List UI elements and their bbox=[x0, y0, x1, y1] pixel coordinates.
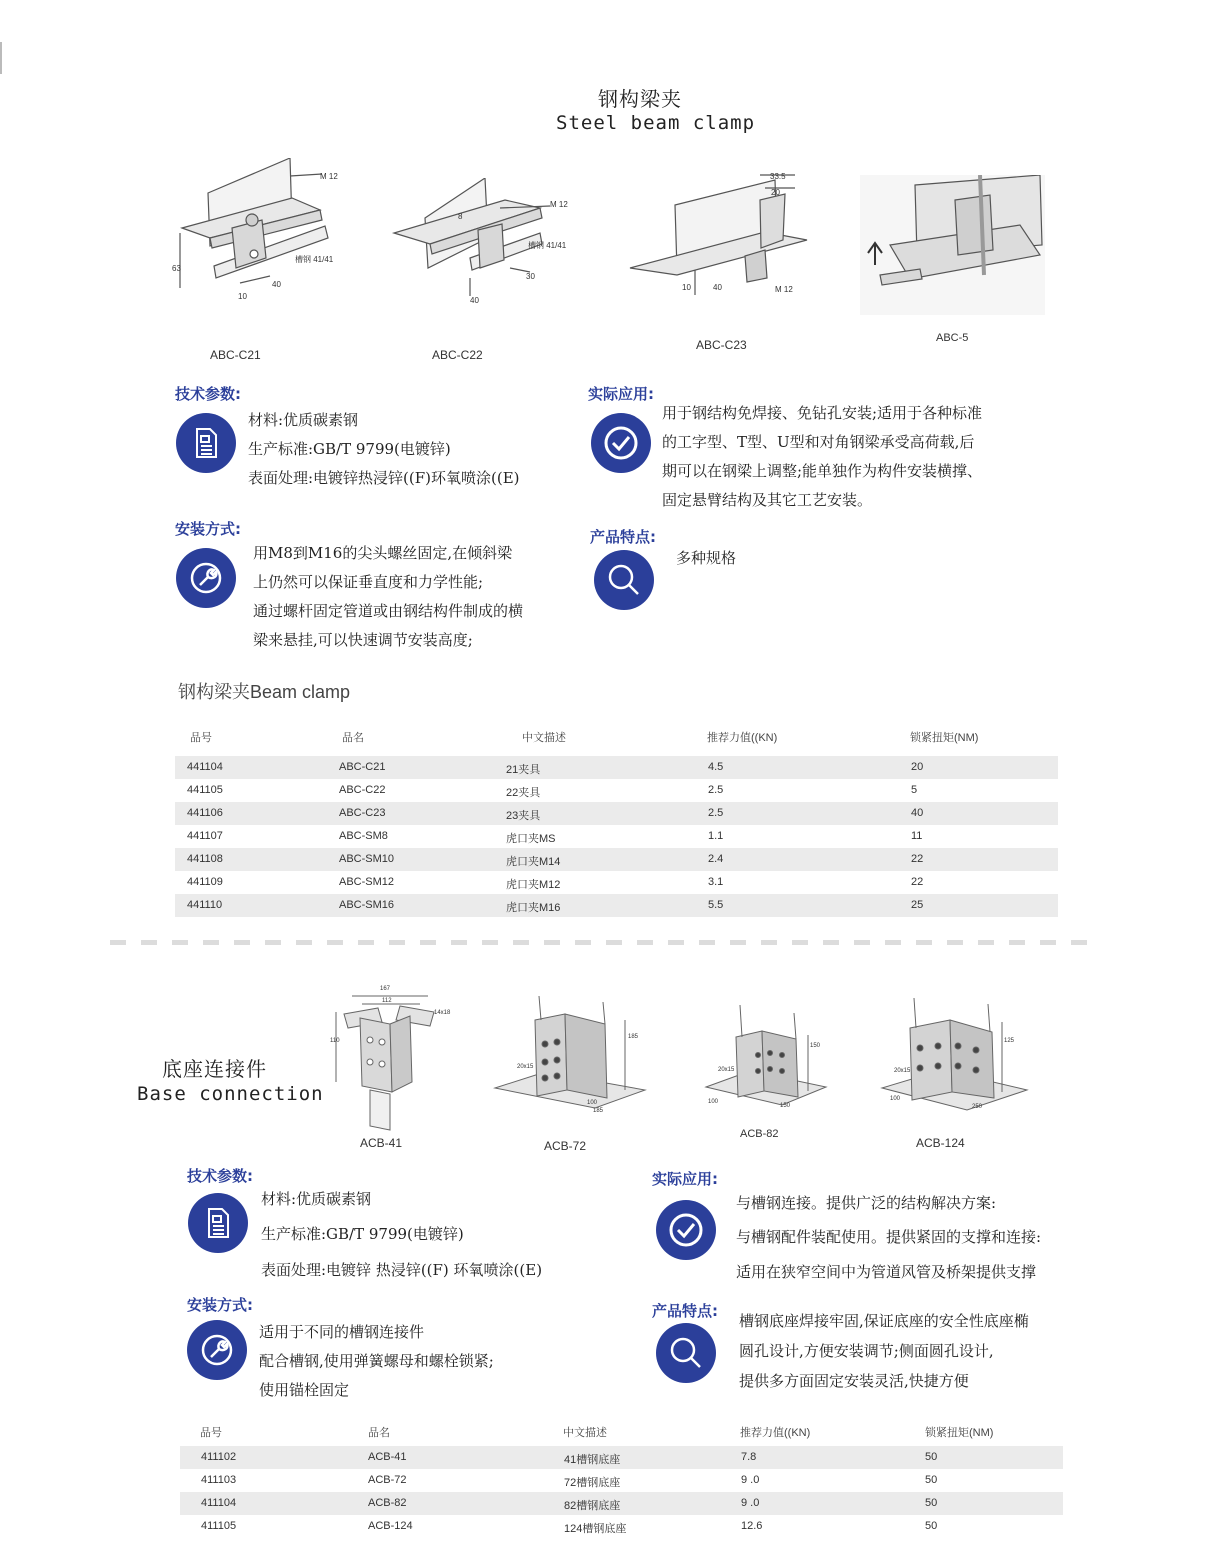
beam-col-header-name: 品名 bbox=[342, 732, 364, 744]
table-cell: 虎口夹MS bbox=[506, 833, 556, 845]
figure-label-abc-c21: ABC-C21 bbox=[210, 348, 261, 362]
table-cell: 124槽钢底座 bbox=[564, 1523, 627, 1535]
table-cell: ABC-C23 bbox=[339, 807, 386, 819]
divider-dash bbox=[110, 940, 126, 945]
table-cell: 50 bbox=[925, 1474, 938, 1486]
table-cell: 411105 bbox=[201, 1520, 237, 1532]
table-cell: 2.5 bbox=[708, 807, 724, 819]
divider-dash bbox=[482, 940, 498, 945]
figure-abc-c22 bbox=[390, 178, 590, 308]
divider-dash bbox=[575, 940, 591, 945]
document-icon bbox=[188, 1193, 248, 1253]
left-edge-mark bbox=[0, 42, 2, 74]
table-cell: ACB-72 bbox=[368, 1474, 407, 1486]
beam-col-header-desc: 中文描述 bbox=[522, 732, 566, 744]
table-row bbox=[175, 894, 1058, 917]
table-cell: ABC-C22 bbox=[339, 784, 386, 796]
divider-dash bbox=[978, 940, 994, 945]
divider-dash bbox=[1009, 940, 1025, 945]
table-cell: ACB-82 bbox=[368, 1497, 407, 1509]
divider-dash bbox=[885, 940, 901, 945]
base-fig2-dim-185: 185 bbox=[628, 1034, 639, 1040]
table-cell: 2.5 bbox=[708, 784, 724, 796]
divider-dash bbox=[792, 940, 808, 945]
beam-title-en: Steel beam clamp bbox=[556, 112, 756, 134]
table-cell: 20 bbox=[911, 761, 924, 773]
figure-abc-5 bbox=[860, 175, 1045, 315]
base-fig2-dim-100: 100 bbox=[587, 1100, 598, 1106]
beam-title-cn: 钢构梁夹 bbox=[598, 87, 682, 111]
base-title-cn: 底座连接件 bbox=[162, 1057, 267, 1081]
table-cell: 441105 bbox=[187, 784, 223, 796]
base-col-header-force: 推荐力值((KN) bbox=[740, 1427, 811, 1439]
table-cell: 411102 bbox=[201, 1451, 237, 1463]
divider-dash bbox=[1071, 940, 1087, 945]
divider-dash bbox=[544, 940, 560, 945]
table-cell: 虎口夹M12 bbox=[506, 879, 561, 891]
figure-abc-c23 bbox=[625, 170, 815, 300]
beam-fig1-dim-10: 10 bbox=[238, 292, 247, 301]
beam-tech-line-2: 生产标准:GB/T 9799(电镀锌) bbox=[248, 440, 451, 458]
divider-dash bbox=[668, 940, 684, 945]
table-cell: 40 bbox=[911, 807, 924, 819]
table-cell: 5.5 bbox=[708, 899, 724, 911]
base-fig3-dim-150: 150 bbox=[810, 1043, 821, 1049]
table-cell: 22 bbox=[911, 853, 924, 865]
beam-col-header-code: 品号 bbox=[190, 732, 212, 744]
table-cell: 11 bbox=[911, 830, 923, 842]
base-fig1-dim-112: 112 bbox=[382, 998, 392, 1004]
table-cell: ABC-C21 bbox=[339, 761, 386, 773]
divider-dash bbox=[141, 940, 157, 945]
table-row bbox=[180, 1492, 1063, 1515]
base-fig2-dim-185b: 185 bbox=[593, 1108, 604, 1114]
base-fig1-dim-167: 167 bbox=[380, 986, 391, 992]
figure-label-acb-41: ACB-41 bbox=[360, 1136, 403, 1150]
table-cell: 4.5 bbox=[708, 761, 724, 773]
figure-label-abc-5: ABC-5 bbox=[936, 332, 969, 344]
base-app-line-1: 与槽钢连接。提供广泛的结构解决方案: bbox=[736, 1194, 997, 1212]
base-fig1-dim-14x18: 14x18 bbox=[434, 1010, 451, 1016]
wrench-icon bbox=[176, 548, 236, 608]
beam-fig2-dim-8: 8 bbox=[458, 212, 463, 221]
table-cell: 441110 bbox=[187, 899, 223, 911]
table-cell: 41槽钢底座 bbox=[564, 1454, 621, 1466]
base-features-line-1: 槽钢底座焊接牢固,保证底座的安全性底座椭 bbox=[739, 1312, 1029, 1330]
divider-dash bbox=[637, 940, 653, 945]
divider-dash bbox=[947, 940, 963, 945]
table-cell: ACB-124 bbox=[368, 1520, 413, 1532]
beam-col-header-torque: 锁紧扭矩(NM) bbox=[910, 732, 979, 744]
figure-acb-124 bbox=[862, 992, 1032, 1117]
beam-fig3-dim-10: 10 bbox=[682, 283, 691, 292]
base-app-line-3: 适用在狭窄空间中为管道风管及桥架提供支撑 bbox=[736, 1263, 1037, 1281]
base-fig4-dim-20x15: 20x15 bbox=[894, 1068, 911, 1074]
table-row bbox=[175, 779, 1058, 802]
table-row bbox=[175, 802, 1058, 825]
divider-dash bbox=[451, 940, 467, 945]
divider-dash bbox=[358, 940, 374, 945]
base-title-en: Base connection bbox=[137, 1083, 324, 1105]
beam-fig2-dim-channel: 槽钢 41/41 bbox=[528, 241, 567, 250]
table-cell: 7.8 bbox=[741, 1451, 757, 1463]
beam-fig3-dim-m12: M 12 bbox=[775, 285, 793, 294]
divider-dash bbox=[854, 940, 870, 945]
base-table bbox=[180, 1420, 1063, 1540]
magnifier-icon bbox=[594, 550, 654, 610]
table-cell: 21夹具 bbox=[506, 764, 541, 776]
table-cell: 50 bbox=[925, 1497, 938, 1509]
divider-dash bbox=[172, 940, 188, 945]
table-cell: 50 bbox=[925, 1451, 938, 1463]
beam-fig3-dim-335: 33.5 bbox=[770, 172, 786, 181]
divider-dash bbox=[203, 940, 219, 945]
document-icon bbox=[176, 413, 236, 473]
beam-fig3-dim-40: 40 bbox=[713, 283, 722, 292]
checkmark-icon bbox=[591, 413, 651, 473]
beam-fig1-dim-channel: 槽钢 41/41 bbox=[295, 255, 334, 264]
base-install-heading: 安装方式: bbox=[187, 1296, 253, 1314]
beam-fig1-dim-40: 40 bbox=[272, 280, 281, 289]
checkmark-icon bbox=[656, 1200, 716, 1260]
base-fig4-dim-100: 100 bbox=[890, 1096, 901, 1102]
figure-abc-c21 bbox=[170, 158, 360, 308]
table-cell: 22 bbox=[911, 876, 924, 888]
figure-label-acb-72: ACB-72 bbox=[544, 1139, 587, 1153]
divider-dash bbox=[389, 940, 405, 945]
table-cell: 441109 bbox=[187, 876, 223, 888]
table-row bbox=[175, 756, 1058, 779]
base-fig4-dim-250: 250 bbox=[972, 1104, 983, 1110]
table-cell: 25 bbox=[911, 899, 924, 911]
base-fig3-dim-100: 100 bbox=[708, 1099, 719, 1105]
table-cell: 5 bbox=[911, 784, 918, 796]
base-app-line-2: 与槽钢配件装配使用。提供紧固的支撑和连接: bbox=[736, 1228, 1042, 1246]
table-cell: 82槽钢底座 bbox=[564, 1500, 621, 1512]
table-cell: 9 .0 bbox=[741, 1474, 760, 1486]
beam-install-line-1: 用M8到M16的尖头螺丝固定,在倾斜梁 bbox=[253, 544, 513, 562]
beam-tech-line-3: 表面处理:电镀锌热浸锌((F)环氧喷涂((E) bbox=[248, 469, 520, 487]
beam-app-line-3: 期可以在钢梁上调整;能单独作为构件安装横撑、 bbox=[662, 462, 983, 480]
table-cell: 9 .0 bbox=[741, 1497, 760, 1509]
table-cell: 2.4 bbox=[708, 853, 724, 865]
beam-install-heading: 安装方式: bbox=[175, 520, 241, 538]
table-cell: 441106 bbox=[187, 807, 223, 819]
beam-fig2-dim-30: 30 bbox=[526, 272, 535, 281]
base-col-header-code: 品号 bbox=[200, 1427, 222, 1439]
figure-acb-41 bbox=[330, 982, 460, 1132]
table-cell: 411104 bbox=[201, 1497, 237, 1509]
beam-table-title: 钢构梁夹Beam clamp bbox=[178, 682, 351, 702]
table-cell: 虎口夹M14 bbox=[506, 856, 561, 868]
base-fig3-dim-20x15: 20x15 bbox=[718, 1067, 735, 1073]
divider-dash bbox=[916, 940, 932, 945]
wrench-icon bbox=[187, 1320, 247, 1380]
divider-dash bbox=[420, 940, 436, 945]
beam-col-header-force: 推荐力值((KN) bbox=[707, 732, 778, 744]
magnifier-icon bbox=[656, 1323, 716, 1383]
table-cell: ABC-SM16 bbox=[339, 899, 395, 911]
figure-acb-72 bbox=[485, 990, 650, 1120]
table-cell: 441104 bbox=[187, 761, 223, 773]
figure-acb-82 bbox=[700, 995, 830, 1115]
divider-dash bbox=[327, 940, 343, 945]
table-row bbox=[175, 848, 1058, 871]
base-tech-line-1: 材料:优质碳素钢 bbox=[261, 1190, 372, 1208]
base-fig2-dim-20x15: 20x15 bbox=[517, 1064, 534, 1070]
base-tech-line-2: 生产标准:GB/T 9799(电镀锌) bbox=[261, 1225, 464, 1243]
divider-dash bbox=[606, 940, 622, 945]
table-cell: 1.1 bbox=[708, 830, 724, 842]
base-features-line-2: 圆孔设计,方便安装调节;侧面圆孔设计, bbox=[739, 1342, 994, 1360]
table-cell: ABC-SM10 bbox=[339, 853, 395, 865]
beam-tech-line-1: 材料:优质碳素钢 bbox=[248, 411, 359, 429]
base-features-line-3: 提供多方面固定安装灵活,快捷方便 bbox=[739, 1372, 969, 1390]
divider-dash bbox=[699, 940, 715, 945]
divider-dash bbox=[730, 940, 746, 945]
base-fig3-dim-150b: 150 bbox=[780, 1103, 791, 1109]
table-cell: 虎口夹M16 bbox=[506, 902, 561, 914]
beam-app-line-2: 的工字型、T型、U型和对角钢梁承受高荷载,后 bbox=[662, 433, 975, 451]
base-app-heading: 实际应用: bbox=[652, 1170, 718, 1188]
beam-fig1-dim-63: 63 bbox=[172, 264, 181, 273]
figure-label-acb-124: ACB-124 bbox=[916, 1136, 965, 1150]
base-fig4-dim-125: 125 bbox=[1004, 1038, 1015, 1044]
beam-app-heading: 实际应用: bbox=[588, 385, 654, 403]
table-cell: 22夹具 bbox=[506, 787, 541, 799]
table-cell: 12.6 bbox=[741, 1520, 763, 1532]
table-cell: 411103 bbox=[201, 1474, 237, 1486]
beam-app-line-4: 固定悬臂结构及其它工艺安装。 bbox=[662, 491, 873, 509]
base-install-line-3: 使用锚栓固定 bbox=[259, 1381, 350, 1399]
beam-table bbox=[175, 725, 1058, 920]
table-cell: ACB-41 bbox=[368, 1451, 407, 1463]
base-tech-line-3: 表面处理:电镀锌 热浸锌((F) 环氧喷涂((E) bbox=[261, 1261, 543, 1279]
table-row bbox=[180, 1515, 1063, 1538]
base-tech-heading: 技术参数: bbox=[187, 1167, 253, 1185]
base-col-header-desc: 中文描述 bbox=[563, 1427, 607, 1439]
table-cell: 441107 bbox=[187, 830, 223, 842]
beam-features-heading: 产品特点: bbox=[590, 528, 656, 546]
table-row bbox=[175, 825, 1058, 848]
table-row bbox=[180, 1446, 1063, 1469]
base-fig1-dim-110: 110 bbox=[330, 1038, 340, 1044]
base-install-line-2: 配合槽钢,使用弹簧螺母和螺栓锁紧; bbox=[259, 1352, 494, 1370]
beam-install-line-3: 通过螺杆固定管道或由钢结构件制成的横 bbox=[253, 602, 524, 620]
beam-app-line-1: 用于钢结构免焊接、免钻孔安装;适用于各种标准 bbox=[662, 404, 983, 422]
divider-dash bbox=[1040, 940, 1056, 945]
figure-label-abc-c23: ABC-C23 bbox=[696, 338, 747, 352]
beam-features-line-1: 多种规格 bbox=[676, 549, 737, 567]
table-row bbox=[180, 1469, 1063, 1492]
base-col-header-name: 品名 bbox=[368, 1427, 390, 1439]
beam-tech-heading: 技术参数: bbox=[175, 385, 241, 403]
table-cell: 23夹具 bbox=[506, 810, 541, 822]
base-install-line-1: 适用于不同的槽钢连接件 bbox=[259, 1323, 425, 1341]
table-cell: 50 bbox=[925, 1520, 938, 1532]
table-cell: ABC-SM12 bbox=[339, 876, 395, 888]
base-features-heading: 产品特点: bbox=[652, 1302, 718, 1320]
beam-fig1-dim-m12: M 12 bbox=[320, 172, 338, 181]
divider-dash bbox=[234, 940, 250, 945]
table-cell: 72槽钢底座 bbox=[564, 1477, 621, 1489]
figure-label-acb-82: ACB-82 bbox=[740, 1128, 779, 1140]
beam-fig2-dim-m12: M 12 bbox=[550, 200, 568, 209]
divider-dash bbox=[823, 940, 839, 945]
divider-dash bbox=[265, 940, 281, 945]
divider-dash bbox=[513, 940, 529, 945]
table-cell: 3.1 bbox=[708, 876, 724, 888]
table-row bbox=[175, 871, 1058, 894]
beam-install-line-2: 上仍然可以保证垂直度和力学性能; bbox=[253, 573, 484, 591]
table-cell: 441108 bbox=[187, 853, 223, 865]
beam-fig2-dim-40: 40 bbox=[470, 296, 479, 305]
table-cell: ABC-SM8 bbox=[339, 830, 388, 842]
divider-dash bbox=[761, 940, 777, 945]
divider-dash bbox=[296, 940, 312, 945]
base-col-header-torque: 锁紧扭矩(NM) bbox=[925, 1427, 994, 1439]
beam-fig3-dim-20: 20 bbox=[771, 188, 780, 197]
beam-install-line-4: 梁来悬挂,可以快速调节安装高度; bbox=[253, 631, 473, 649]
figure-label-abc-c22: ABC-C22 bbox=[432, 348, 483, 362]
